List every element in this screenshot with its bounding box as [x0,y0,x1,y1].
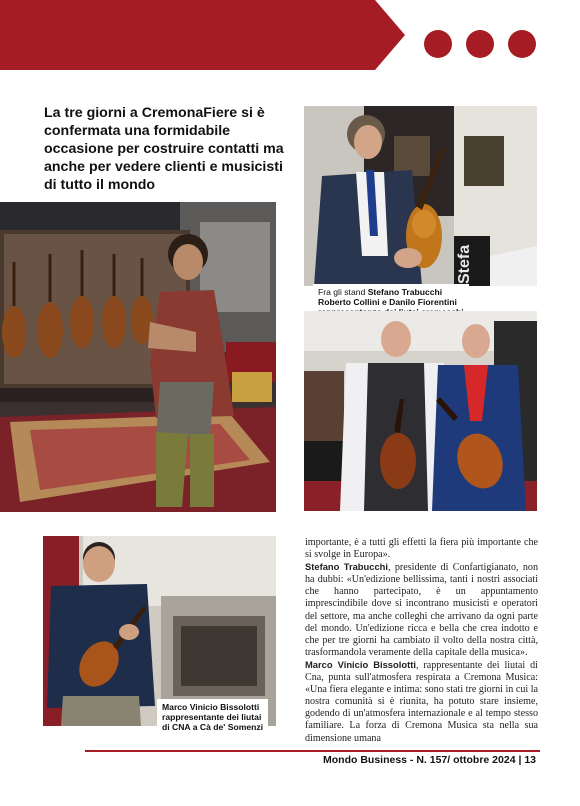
article-paragraph-3 [305,659,538,745]
article-text-trabucchi: , presidente di Confartigianato, non ha dubbi: «Un'edizione bellissima, tanti i nostri associati che hanno partecipato, è un appuntamento imprescindibile dove si incontrano musicisti e operatori del settore, ma anche colleghi che arrivano da ogni parte del mondo. Un'edizione ricca e bella che crea indotto e che per tre giorni ha cambiato il volto della nostra città, trasformandola veramente della capitale della musica». [305,562,538,658]
header-dot-1 [424,30,452,58]
header-dot-3 [508,30,536,58]
footer-issue: Mondo Business - N. 157/ ottobre 2024 | 13 [323,754,536,766]
footer-rule [85,750,540,752]
caption-bissolotti-line2: rappresentante dei liutai [162,712,262,722]
header-dot-2 [466,30,494,58]
headline: La tre giorni a CremonaFiere si è confermata una formidabile occasione per costruire contatti ma anche per vedere clienti e musicisti di tutto il mondo [44,105,284,193]
photo-trabucchi [304,106,537,286]
caption-bissolotti-line3: di CNA a Cà de' Somenzi [162,722,264,732]
header-band [0,0,405,70]
caption-stand-name: Stefano Trabucchi [367,287,443,297]
photo-collini-fiorentini [304,311,537,511]
caption-stand-line2: Roberto Collini e Danilo Fiorentini [318,297,457,307]
caption-stand-prefix: Fra gli stand [318,287,368,297]
article-name-trabucchi: Stefano Trabucchi [305,561,389,573]
article-text-bissolotti: , rappresentante dei liutai di Cna, punta sull'atmosfera respirata a Cremona Musica: «Una fiera elegante e intima: sono stati tre giorni in cui la nostra comunità si è riunita, ha potuto stare insieme, godendo di un'atmosfera internazionale e al tempo stesso familiare. La forza di Cremona Musica sta nella sua dimensione umana [305,659,538,744]
article-paragraph-1: importante, è a tutti gli effetti la fiera più importante che si svolge in Europa». [305,537,538,561]
photo-sign-text: Stefa [456,244,473,284]
article-paragraph-2 [305,561,538,659]
caption-bissolotti [157,699,268,735]
photo-bissolotti [43,536,276,726]
article-name-bissolotti: Marco Vinicio Bissolotti [305,658,416,670]
photo-violin-showcase [0,202,276,512]
caption-bissolotti-line1: Marco Vinicio Bissolotti [162,702,260,712]
article-body [305,537,538,745]
